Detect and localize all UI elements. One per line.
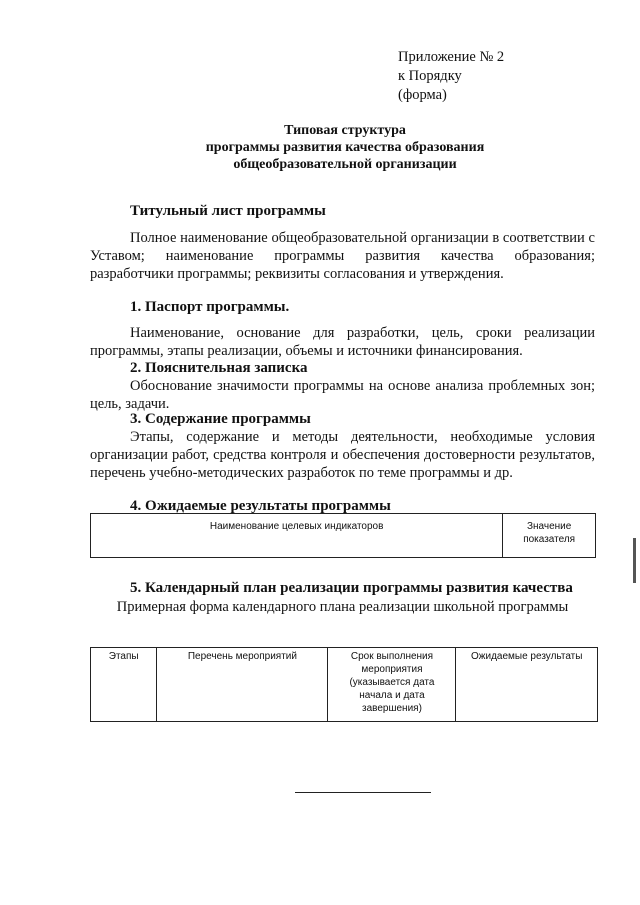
title-line-2: программы развития качества образования bbox=[205, 140, 485, 155]
calendar-plan-table bbox=[90, 647, 598, 722]
indicators-table bbox=[90, 513, 596, 558]
title-line-1: Типовая структура bbox=[284, 123, 406, 138]
table-row bbox=[91, 514, 596, 558]
calendar-header-deadline: Срок выполнения мероприятия (указывается дата начала и дата завершения) bbox=[328, 648, 456, 722]
section-4-heading: 4. Ожидаемые результаты программы bbox=[130, 498, 391, 514]
indicators-header-value: Значение показателя bbox=[503, 514, 596, 558]
section-5-heading: 5. Календарный план реализации программы развития качества bbox=[130, 580, 573, 596]
closing-line bbox=[295, 792, 431, 793]
calendar-header-stages: Этапы bbox=[91, 648, 157, 722]
document-title bbox=[150, 122, 540, 173]
calendar-header-activities: Перечень мероприятий bbox=[157, 648, 328, 722]
calendar-header-results: Ожидаемые результаты bbox=[456, 648, 598, 722]
appendix-number: Приложение № 2 bbox=[398, 49, 505, 65]
title-page-heading: Титульный лист программы bbox=[130, 203, 326, 219]
title-line-3: общеобразовательной организации bbox=[233, 157, 457, 172]
section-3-heading: 3. Содержание программы bbox=[130, 411, 311, 427]
indicators-header-name: Наименование целевых индикаторов bbox=[91, 514, 503, 558]
appendix-form-label: (форма) bbox=[398, 87, 447, 103]
appendix-block bbox=[398, 48, 504, 105]
section-5-subtitle: Примерная форма календарного плана реализации школьной программы bbox=[116, 599, 569, 615]
section-2-heading: 2. Пояснительная записка bbox=[130, 360, 308, 376]
section-3-text: Этапы, содержание и методы деятельности, необходимые условия организации работ, средства контроля и обеспечения достоверности результатов, перечень учебно-методических разработок по теме программы и др. bbox=[90, 429, 595, 481]
section-1-heading: 1. Паспорт программы. bbox=[130, 299, 290, 315]
appendix-reference: к Порядку bbox=[398, 68, 462, 84]
section-2-text: Обоснование значимости программы на основе анализа проблемных зон; цель, задачи. bbox=[90, 378, 595, 412]
title-page-text: Полное наименование общеобразовательной организации в соответствии с Уставом; наименование программы развития качества образования; разработчики программы; реквизиты согласования и утверждения. bbox=[90, 230, 595, 282]
section-1-text: Наименование, основание для разработки, цель, сроки реализации программы, этапы реализации, объемы и источники финансирования. bbox=[90, 325, 595, 359]
table-row bbox=[91, 648, 598, 722]
scan-edge-mark bbox=[633, 538, 636, 583]
